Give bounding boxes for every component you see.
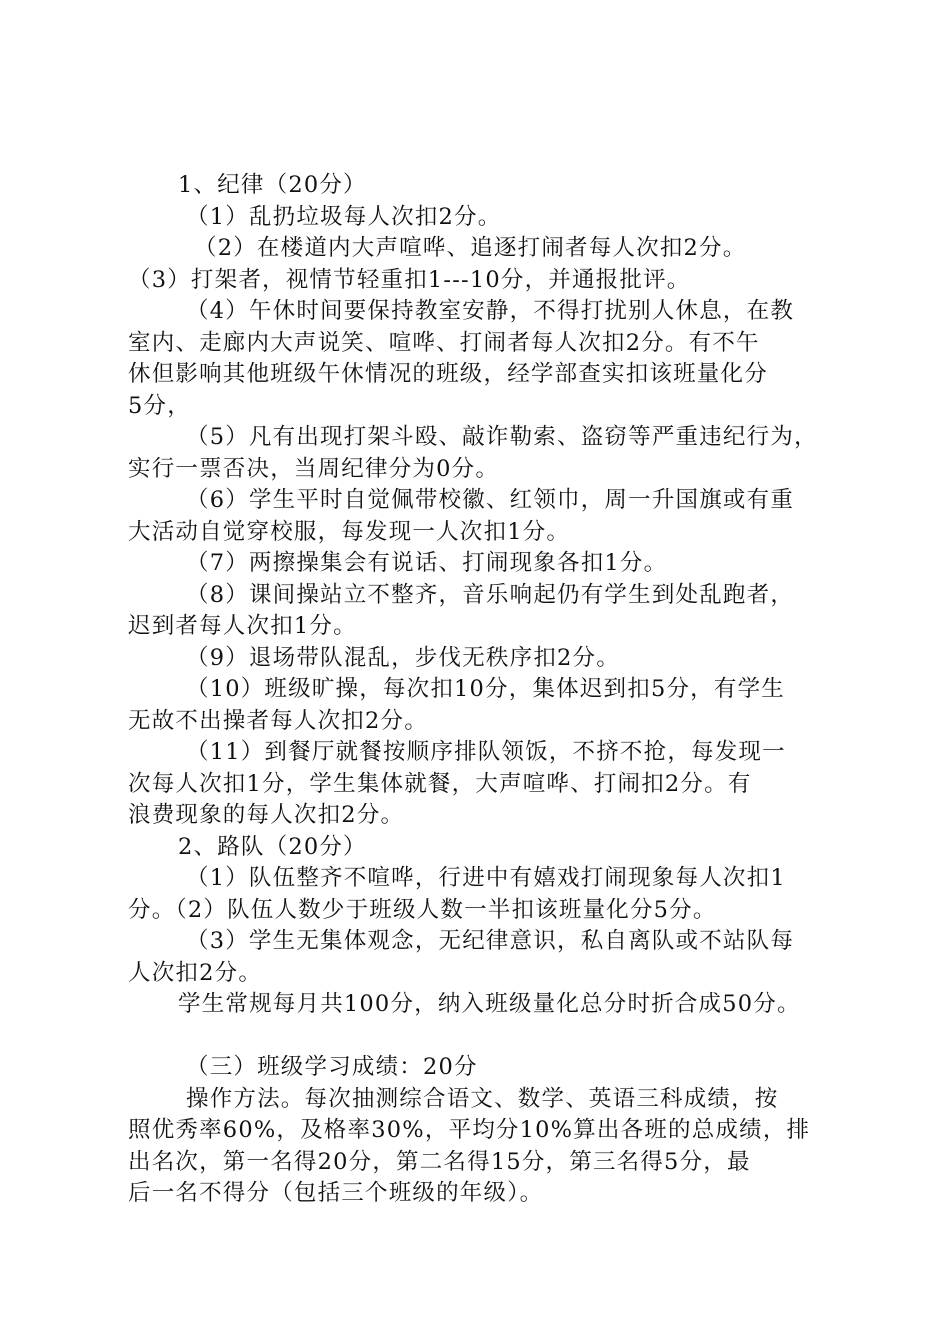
paragraph-line: 室内、走廊内大声说笑、喧哗、打闹者每人次扣2分。有不午 bbox=[128, 329, 760, 356]
paragraph-line: 无故不出操者每人次扣2分。 bbox=[128, 707, 428, 734]
paragraph-line: （1）乱扔垃圾每人次扣2分。 bbox=[186, 203, 502, 230]
paragraph-line: （6）学生平时自觉佩带校徽、红领巾，周一升国旗或有重 bbox=[186, 487, 795, 513]
paragraph-line: 照优秀率60%，及格率30%，平均分10%算出各班的总成绩，排 bbox=[128, 1117, 811, 1143]
paragraph-line: （3）打架者，视情节轻重扣1---10分，并通报批评。 bbox=[128, 266, 691, 293]
paragraph-line: 休但影响其他班级午休情况的班级，经学部查实扣该班量化分 bbox=[128, 361, 768, 387]
paragraph-line: （5）凡有出现打架斗殴、敲诈勒索、盗窃等严重违纪行为， bbox=[186, 424, 818, 450]
paragraph-line: （10）班级旷操，每次扣10分，集体迟到扣5分，有学生 bbox=[186, 676, 785, 702]
paragraph-line: 操作方法。每次抽测综合语文、数学、英语三科成绩，按 bbox=[186, 1085, 779, 1112]
section-heading-route-team: 2、路队（20分） bbox=[178, 833, 367, 860]
paragraph-line: 浪费现象的每人次扣2分。 bbox=[128, 802, 405, 828]
paragraph-line: （4）午休时间要保持教室安静，不得打扰别人休息，在教 bbox=[186, 298, 795, 324]
paragraph-line: 出名次，第一名得20分，第二名得15分，第三名得5分，最 bbox=[128, 1148, 751, 1175]
paragraph-line: （7）两擦操集会有说话、打闹现象各扣1分。 bbox=[186, 550, 668, 576]
paragraph-line: 次每人次扣1分，学生集体就餐，大声喧哗、打闹扣2分。有 bbox=[128, 770, 752, 797]
paragraph-line: 大活动自觉穿校服，每发现一人次扣1分。 bbox=[128, 518, 571, 545]
paragraph-line: 迟到者每人次扣1分。 bbox=[128, 613, 357, 639]
section-heading-study-scores: （三）班级学习成绩：20分 bbox=[186, 1054, 478, 1080]
paragraph-line: （1）队伍整齐不喧哗，行进中有嬉戏打闹现象每人次扣1 bbox=[186, 865, 786, 891]
paragraph-line: （11）到餐厅就餐按顺序排队领饭，不挤不抢，每发现一 bbox=[186, 739, 786, 765]
summary-line: 学生常规每月共100分，纳入班级量化总分时折合成50分。 bbox=[178, 991, 801, 1017]
blank-line bbox=[128, 1021, 838, 1053]
paragraph-line: （8）课间操站立不整齐，音乐响起仍有学生到处乱跑者， bbox=[186, 581, 795, 608]
paragraph-line: （9）退场带队混乱，步伐无秩序扣2分。 bbox=[186, 644, 620, 671]
paragraph-line: 后一名不得分（包括三个班级的年级）。 bbox=[128, 1180, 544, 1206]
paragraph-line: 实行一票否决，当周纪律分为0分。 bbox=[128, 455, 500, 482]
paragraph-line: 5分， bbox=[128, 392, 191, 419]
paragraph-line: （3）学生无集体观念，无纪律意识，私自离队或不站队每 bbox=[186, 928, 795, 954]
paragraph-line: 分。（2）队伍人数少于班级人数一半扣该班量化分5分。 bbox=[128, 896, 717, 923]
section-heading-discipline: 1、纪律（20分） bbox=[178, 172, 367, 198]
paragraph-line: 人次扣2分。 bbox=[128, 959, 263, 986]
document-body bbox=[128, 170, 838, 1210]
paragraph-line: （2）在楼道内大声喧哗、追逐打闹者每人次扣2分。 bbox=[194, 235, 747, 261]
